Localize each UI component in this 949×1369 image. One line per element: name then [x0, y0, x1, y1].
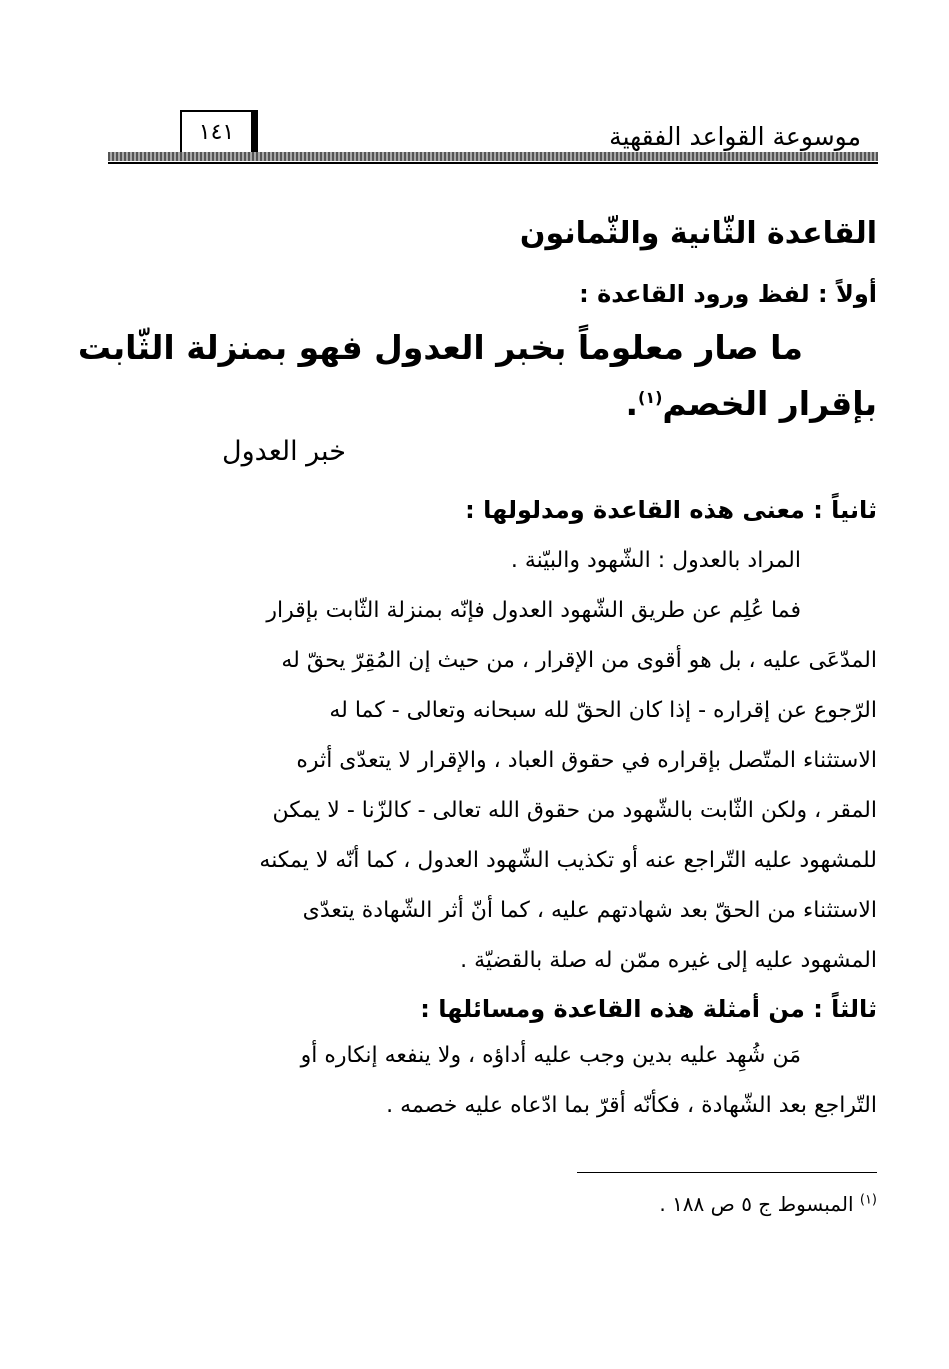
- paragraph-line: المشهود عليه إلى غيره ممّن له صلة بالقضيّة .: [460, 948, 877, 973]
- footnote-text: المبسوط ج ٥ ص ١٨٨ .: [659, 1192, 854, 1216]
- rule-text-line1: ما صار معلوماً بخبر العدول فهو بمنزلة الثّابت: [77, 328, 803, 367]
- handwritten-note: خبر العدول: [222, 436, 346, 467]
- paragraph-line: فما عُلِم عن طريق الشّهود العدول فإنّه بمنزلة الثّابت بإقرار: [266, 598, 801, 623]
- page-number: ١٤١: [180, 110, 258, 154]
- rule-title: القاعدة الثّانية والثّمانون: [519, 216, 877, 251]
- paragraph-line: المراد بالعدول : الشّهود والبيّنة .: [510, 548, 801, 573]
- section1-heading: أولاً : لفظ ورود القاعدة :: [579, 280, 877, 308]
- paragraph-line: المقر ، ولكن الثّابت بالشّهود من حقوق الله تعالى - كالزّنا - لا يمكن: [272, 798, 877, 823]
- footnote-marker: (١): [859, 1192, 877, 1208]
- footnote: [659, 1192, 877, 1216]
- paragraph-line: الاستثناء المتّصل بإقراره في حقوق العباد ، والإقرار لا يتعدّى أثره: [296, 748, 877, 773]
- example-line: التّراجع بعد الشّهادة ، فكأنّه أقرّ بما ادّعاه عليه خصمه .: [386, 1093, 877, 1118]
- paragraph-line: الاستثناء من الحقّ بعد شهادتهم عليه ، كما أنّ أثر الشّهادة يتعدّى: [302, 898, 877, 923]
- rule-text-end: .: [625, 384, 638, 423]
- rule-text-line2-text: بإقرار الخصم: [662, 384, 877, 423]
- paragraph-line: للمشهود عليه التّراجع عنه أو تكذيب الشّهود العدول ، كما أنّه لا يمكنه: [259, 848, 877, 873]
- footnote-separator: [577, 1172, 877, 1173]
- header-rule-bar: [108, 152, 878, 161]
- book-title: موسوعة القواعد الفقهية: [609, 122, 861, 151]
- paragraph-line: الرّجوع عن إقراره - إذا كان الحقّ لله سبحانه وتعالى - كما له: [329, 698, 877, 723]
- header-rule-line: [108, 162, 878, 164]
- rule-text-line2: [625, 384, 877, 423]
- paragraph-line: المدّعَى عليه ، بل هو أقوى من الإقرار ، من حيث إن المُقِرّ يحقّ له: [281, 648, 877, 673]
- section3-heading: ثالثاً : من أمثلة هذه القاعدة ومسائلها :: [420, 995, 877, 1023]
- footnote-ref: (١): [638, 388, 663, 407]
- section2-heading: ثانياً : معنى هذه القاعدة ومدلولها :: [465, 496, 877, 524]
- example-line: مَن شُهِد عليه بدين وجب عليه أداؤه ، ولا ينفعه إنكاره أو: [300, 1043, 801, 1068]
